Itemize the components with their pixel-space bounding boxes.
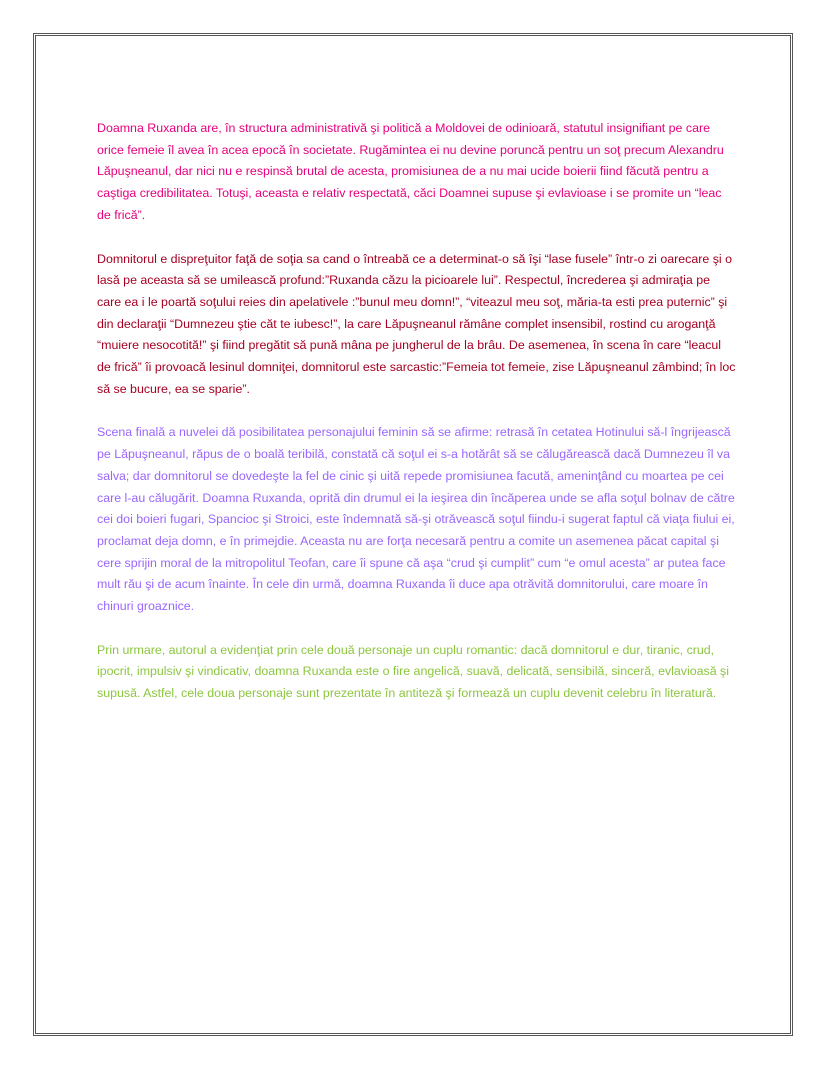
paragraph-ruxanda-status: Doamna Ruxanda are, în structura administrativă şi politică a Moldovei de odinioară, statutul insignifiant pe care orice femeie îl avea în acea epocă în societate. Rugămintea ei nu devine poruncă pentru un soţ precum Alexandru Lăpuşneanul, dar nici nu e respinsă brutal de acesta, promisiunea de a nu mai ucide boierii fiind făcută pentru a caştiga credibilitatea. Totuşi, aceasta e relativ respectată, căci Doamnei supuse şi evlavioase i se promite un “leac de frică”.: [97, 121, 724, 222]
paragraph-domnitor-attitude: Domnitorul e dispreţuitor faţă de soţia sa cand o întreabă ce a determinat-o să îşi “lase fusele” într-o zi oarecare şi o lasă pe aceasta să se umilească profund:”Ruxanda căzu la picioarele lui”. Respectul, încrederea şi admiraţia pe care ea i le poartă soţului reies din apelativele :”bunul meu domn!”, “viteazul meu soţ, măria-ta esti prea puternic” şi din declaraţii “Dumnezeu ştie căt te iubesc!”, la care Lăpuşneanul rămâne complet insensibil, rostind cu aroganţă “muiere nesocotită!” şi fiind pregătit să pună mâna pe jungherul de la brâu. De asemenea, în scena în care “leacul de frică” îi provoacă lesinul domniţei, domnitorul este sarcastic:”Femeia tot femeie, zise Lăpuşneanul zâmbind; în loc să se bucure, ea se sparie”.: [97, 251, 736, 396]
paragraph-conclusion: Prin urmare, autorul a evidenţiat prin cele două personaje un cuplu romantic: dacă domnitorul e dur, tiranic, crud, ipocrit, impulsiv şi vindicativ, doamna Ruxanda este o fire angelică, suavă, delicată, sensibilă, sinceră, evlavioasă şi supusă. Astfel, cele doua personaje sunt prezentate în antiteză şi formează un cuplu devenit celebru în literatură.: [97, 642, 730, 701]
document-body: [97, 118, 737, 705]
paragraph-final-scene: Scena finală a nuvelei dă posibilitatea personajului feminin să se afirme: retrasă în cetatea Hotinului să-l îngrijească pe Lăpuşneanul, răpus de o boală teribilă, constată că soţul ei s-a hotărât să se călugărească dacă Dumnezeu îl va salva; dar domnitorul se dovedeşte la fel de cinic şi uită repede promisiunea facută, ameninţând cu moartea pe cei care l-au călugărit. Doamna Ruxanda, oprită din drumul ei la ieşirea din încăperea unde se afla soţul bolnav de către cei doi boieri fugari, Spancioc şi Stroici, este îndemnată să-şi otrăvească soţul fiindu-i sugerat faptul că viaţa fiului ei, proclamat deja domn, e în primejdie. Aceasta nu are forţa necesară pentru a comite un asemenea păcat capital şi cere sprijin moral de la mitropolitul Teofan, care îi spune că aşa “crud şi cumplit” cum “e omul acesta” ar putea face mult rău şi de acum înainte. În cele din urmă, doamna Ruxanda îi duce apa otrăvită domnitorului, care moare în chinuri groaznice.: [97, 425, 735, 614]
